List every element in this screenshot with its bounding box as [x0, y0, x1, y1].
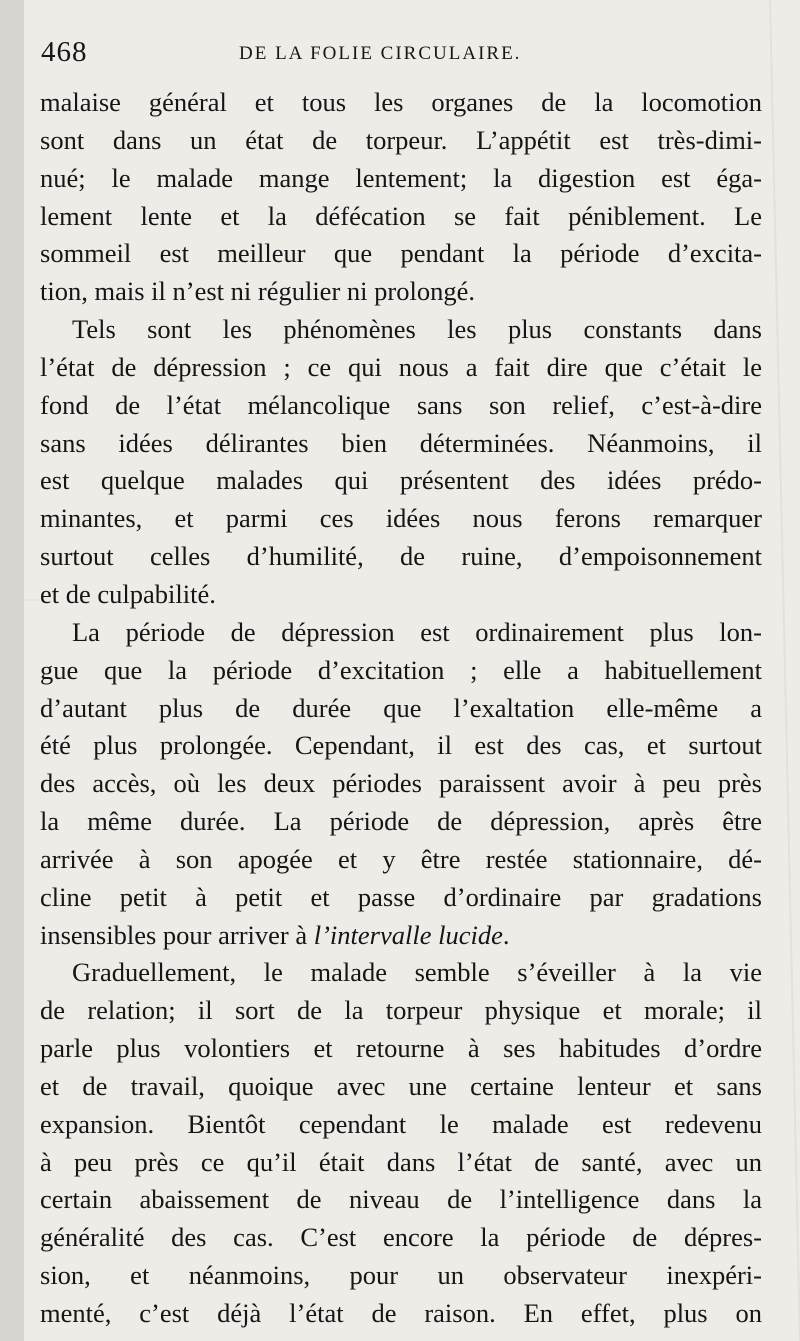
- text-line: [40, 765, 762, 803]
- text-line: [40, 538, 762, 576]
- line-text: Graduellement, le malade semble s’éveiller à la vie: [72, 957, 762, 988]
- line-text: est quelque malades qui présentent des idées prédo-: [40, 465, 762, 496]
- text-line: [40, 1219, 762, 1257]
- line-text: été plus prolongée. Cependant, il est des cas, et surtout: [40, 730, 762, 761]
- line-text: des accès, où les deux périodes paraissent avoir à peu près: [40, 768, 762, 799]
- line-text: lement lente et la défécation se fait péniblement. Le: [40, 200, 762, 231]
- text-line: [40, 727, 762, 765]
- line-text: sans idées délirantes bien déterminées. Néanmoins, il: [40, 427, 762, 458]
- page-header: [41, 36, 761, 70]
- text-line: [40, 576, 762, 614]
- text-line: [40, 917, 762, 955]
- text-line: [40, 1106, 762, 1144]
- text-line: [40, 652, 762, 690]
- text-line: [40, 500, 762, 538]
- line-text: parle plus volontiers et retourne à ses habitudes d’ordre: [40, 1033, 762, 1064]
- text-line: [40, 311, 762, 349]
- text-line: [40, 1144, 762, 1182]
- line-text: à peu près ce qu’il était dans l’état de santé, avec un: [40, 1146, 762, 1177]
- line-text: sion, et néanmoins, pour un observateur inexpéri-: [40, 1260, 762, 1291]
- line-text: et de travail, quoique avec une certaine lenteur et sans: [40, 1070, 762, 1101]
- text-line: [40, 425, 762, 463]
- text-line: [40, 690, 762, 728]
- italic-phrase: l’intervalle lucide: [313, 919, 503, 950]
- line-text: cline petit à petit et passe d’ordinaire par gradations: [40, 881, 762, 912]
- line-text: arrivée à son apogée et y être restée stationnaire, dé-: [40, 843, 762, 874]
- line-punctuation: .: [502, 919, 510, 950]
- line-text: expansion. Bientôt cependant le malade est redevenu: [40, 1108, 762, 1139]
- text-line: [40, 122, 762, 160]
- line-text: fond de l’état mélancolique sans son relief, c’est-à-dire: [40, 389, 762, 420]
- line-text: nué; le malade mange lentement; la digestion est éga-: [40, 162, 762, 193]
- text-line: [40, 992, 762, 1030]
- line-text: certain abaissement de niveau de l’intelligence dans la: [40, 1184, 762, 1215]
- line-text: et de culpabilité.: [40, 578, 216, 609]
- text-line: [40, 803, 762, 841]
- line-text: de relation; il sort de la torpeur physique et morale; il: [40, 995, 762, 1026]
- text-line: [40, 84, 762, 122]
- text-line: [40, 1295, 762, 1333]
- text-line: [40, 1030, 762, 1068]
- line-text: d’autant plus de durée que l’exaltation elle-même a: [40, 692, 762, 723]
- running-title: DE LA FOLIE CIRCULAIRE.: [239, 43, 522, 64]
- page-number: 468: [41, 36, 88, 68]
- page-gutter-shadow: [0, 0, 24, 1341]
- line-text: La période de dépression est ordinairement plus lon-: [72, 616, 762, 647]
- line-text: sont dans un état de torpeur. L’appétit est très-dimi-: [40, 124, 762, 155]
- line-text: menté, c’est déjà l’état de raison. En effet, plus on: [40, 1298, 762, 1328]
- text-line: [40, 273, 762, 311]
- text-line: [40, 879, 762, 917]
- body-text: [40, 84, 762, 1333]
- text-line: [40, 1257, 762, 1295]
- text-line: [40, 614, 762, 652]
- text-line: [40, 160, 762, 198]
- line-text: gue que la période d’excitation ; elle a habituellement: [40, 654, 762, 685]
- line-text: généralité des cas. C’est encore la période de dépres-: [40, 1222, 762, 1253]
- text-line: [40, 954, 762, 992]
- text-line: [40, 1068, 762, 1106]
- line-text: sommeil est meilleur que pendant la période d’excita-: [40, 238, 762, 269]
- line-text: minantes, et parmi ces idées nous ferons remarquer: [40, 503, 762, 534]
- line-text: l’état de dépression ; ce qui nous a fait dire que c’était le: [40, 351, 762, 382]
- text-line: [40, 1181, 762, 1219]
- text-line: [40, 235, 762, 273]
- line-text: la même durée. La période de dépression, après être: [40, 806, 762, 837]
- line-text: Tels sont les phénomènes les plus constants dans: [72, 314, 762, 345]
- text-line: [40, 841, 762, 879]
- text-line: [40, 462, 762, 500]
- line-text: tion, mais il n’est ni régulier ni prolongé.: [40, 276, 475, 307]
- line-text: malaise général et tous les organes de la locomotion: [40, 87, 762, 117]
- line-text: surtout celles d’humilité, de ruine, d’empoisonnement: [40, 541, 762, 572]
- text-line: [40, 387, 762, 425]
- line-text: insensibles pour arriver à: [40, 919, 314, 950]
- text-line: [40, 198, 762, 236]
- text-line: [40, 349, 762, 387]
